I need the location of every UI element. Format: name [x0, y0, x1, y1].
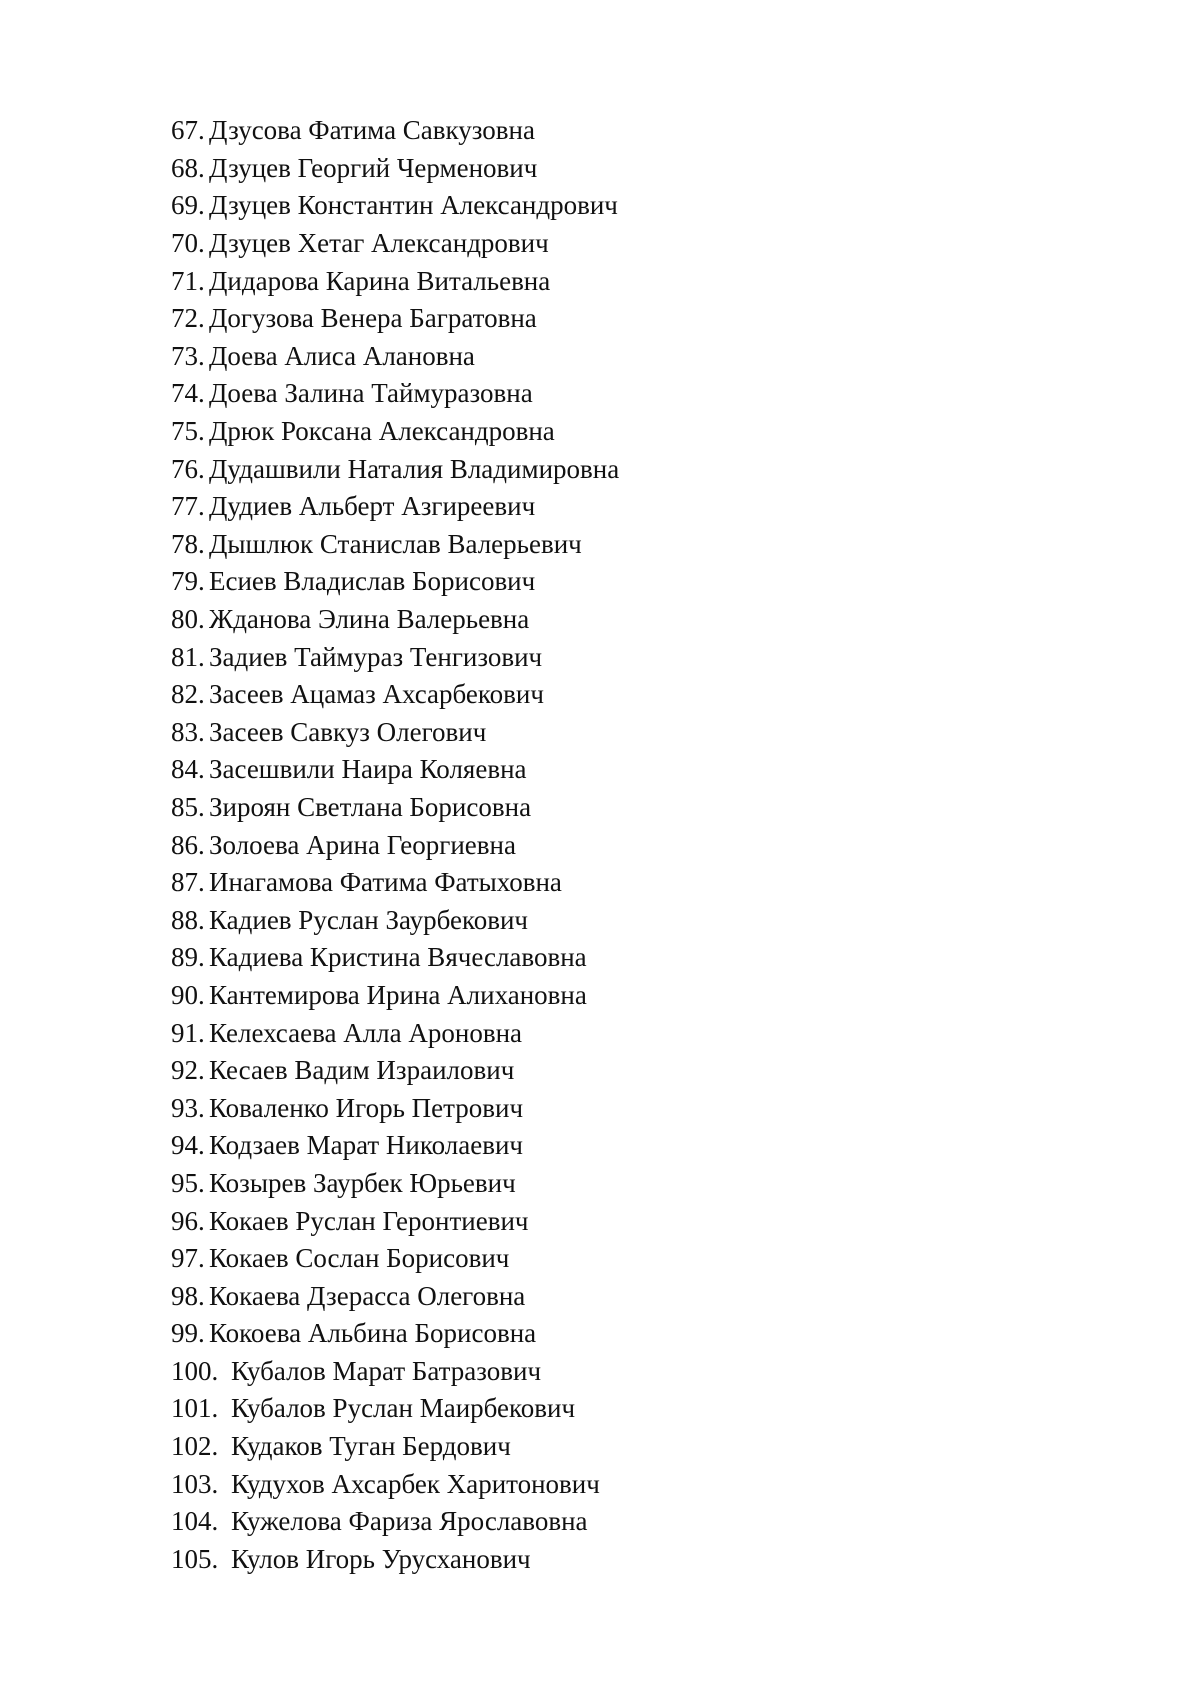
list-item	[171, 1465, 619, 1503]
list-item-name: Золоева Арина Георгиевна	[209, 829, 516, 860]
list-item-number: 90.	[171, 979, 205, 1010]
list-item	[171, 1240, 619, 1278]
list-item-name: Коваленко Игорь Петрович	[209, 1092, 524, 1123]
list-item-number: 94.	[171, 1130, 205, 1161]
list-item	[171, 262, 619, 300]
list-item-name: Есиев Владислав Борисович	[209, 566, 536, 597]
numbered-name-list	[171, 112, 619, 1578]
list-item-name: Кадиева Кристина Вячеславовна	[209, 942, 587, 973]
list-item-number: 96.	[171, 1205, 205, 1236]
list-item-name: Дышлюк Станислав Валерьевич	[209, 528, 582, 559]
list-item-number: 102.	[171, 1431, 219, 1462]
list-item	[171, 225, 619, 263]
list-item	[171, 112, 619, 150]
list-item-number: 86.	[171, 829, 205, 860]
list-item	[171, 939, 619, 977]
list-item-number: 72.	[171, 303, 205, 334]
list-item	[171, 1052, 619, 1090]
list-item	[171, 638, 619, 676]
list-item	[171, 751, 619, 789]
list-item-name: Дзуцев Георгий Черменович	[209, 152, 538, 183]
list-item	[171, 789, 619, 827]
list-item-name: Засеев Ацамаз Ахсарбекович	[209, 679, 544, 710]
list-item-number: 73.	[171, 340, 205, 371]
list-item-number: 87.	[171, 867, 205, 898]
list-item-name: Дзуцев Константин Александрович	[209, 190, 618, 221]
list-item-number: 104.	[171, 1506, 219, 1537]
list-item-number: 79.	[171, 566, 205, 597]
list-item	[171, 1202, 619, 1240]
list-item-name: Кужелова Фариза Ярославовна	[231, 1506, 588, 1537]
list-item-number: 101.	[171, 1393, 219, 1424]
list-item-name: Кудухов Ахсарбек Харитонович	[231, 1468, 600, 1499]
list-item-name: Дудашвили Наталия Владимировна	[209, 453, 620, 484]
list-item-name: Кесаев Вадим Израилович	[209, 1055, 515, 1086]
list-item-name: Задиев Таймураз Тенгизович	[209, 641, 543, 672]
list-item	[171, 187, 619, 225]
list-item	[171, 300, 619, 338]
list-item	[171, 864, 619, 902]
list-item-number: 85.	[171, 791, 205, 822]
list-item-name: Засеев Савкуз Олегович	[209, 716, 487, 747]
list-item	[171, 1353, 619, 1391]
list-item-number: 71.	[171, 265, 205, 296]
list-item-name: Жданова Элина Валерьевна	[209, 604, 530, 635]
list-item-number: 100.	[171, 1355, 219, 1386]
list-item-number: 78.	[171, 528, 205, 559]
list-item	[171, 1390, 619, 1428]
list-item-number: 70.	[171, 228, 205, 259]
list-item-name: Дидарова Карина Витальевна	[209, 265, 551, 296]
list-item-number: 103.	[171, 1468, 219, 1499]
list-item	[171, 413, 619, 451]
list-item	[171, 1014, 619, 1052]
list-item-number: 98.	[171, 1280, 205, 1311]
list-item-name: Кулов Игорь Урусханович	[231, 1543, 531, 1574]
list-item	[171, 526, 619, 564]
list-item	[171, 450, 619, 488]
list-item	[171, 150, 619, 188]
list-item	[171, 901, 619, 939]
list-item	[171, 488, 619, 526]
list-item-name: Кубалов Руслан Маирбекович	[231, 1393, 576, 1424]
list-item	[171, 601, 619, 639]
list-item	[171, 338, 619, 376]
list-item-number: 80.	[171, 604, 205, 635]
list-item-name: Кокоева Альбина Борисовна	[209, 1318, 537, 1349]
list-item-name: Кокаев Руслан Геронтиевич	[209, 1205, 529, 1236]
list-item	[171, 1277, 619, 1315]
list-item	[171, 977, 619, 1015]
list-item-number: 76.	[171, 453, 205, 484]
list-item-name: Дудиев Альберт Азгиреевич	[209, 491, 536, 522]
list-item	[171, 714, 619, 752]
list-item-number: 91.	[171, 1017, 205, 1048]
list-item-number: 82.	[171, 679, 205, 710]
list-item-number: 69.	[171, 190, 205, 221]
list-item-name: Кубалов Марат Батразович	[231, 1355, 542, 1386]
list-item	[171, 1127, 619, 1165]
list-item-number: 95.	[171, 1167, 205, 1198]
list-item	[171, 1165, 619, 1203]
list-item-name: Дрюк Роксана Александровна	[209, 416, 555, 447]
list-item-name: Доева Залина Таймуразовна	[209, 378, 533, 409]
list-item	[171, 375, 619, 413]
list-item-number: 89.	[171, 942, 205, 973]
list-item-name: Кокаева Дзерасса Олеговна	[209, 1280, 526, 1311]
list-item-name: Кадиев Руслан Заурбекович	[209, 904, 528, 935]
list-item	[171, 1315, 619, 1353]
list-item-name: Зироян Светлана Борисовна	[209, 791, 532, 822]
list-item-number: 92.	[171, 1055, 205, 1086]
list-item-number: 77.	[171, 491, 205, 522]
list-item-number: 97.	[171, 1243, 205, 1274]
list-item-number: 99.	[171, 1318, 205, 1349]
list-item	[171, 1428, 619, 1466]
list-item-number: 93.	[171, 1092, 205, 1123]
list-item	[171, 1503, 619, 1541]
list-item-name: Доева Алиса Алановна	[209, 340, 475, 371]
list-item-number: 105.	[171, 1543, 219, 1574]
list-item-number: 74.	[171, 378, 205, 409]
list-item-number: 68.	[171, 152, 205, 183]
list-item-number: 75.	[171, 416, 205, 447]
list-item-name: Засешвили Наира Коляевна	[209, 754, 527, 785]
list-item-name: Келехсаева Алла Ароновна	[209, 1017, 523, 1048]
list-item-name: Козырев Заурбек Юрьевич	[209, 1167, 516, 1198]
list-item	[171, 826, 619, 864]
list-item-name: Кокаев Сослан Борисович	[209, 1243, 510, 1274]
list-item-number: 67.	[171, 115, 205, 146]
list-item-name: Кудаков Туган Бердович	[231, 1431, 511, 1462]
list-item-number: 83.	[171, 716, 205, 747]
list-item-name: Кодзаев Марат Николаевич	[209, 1130, 523, 1161]
list-item	[171, 1541, 619, 1579]
list-item-name: Кантемирова Ирина Алихановна	[209, 979, 587, 1010]
list-item	[171, 1089, 619, 1127]
list-item-number: 81.	[171, 641, 205, 672]
list-item-number: 84.	[171, 754, 205, 785]
list-item	[171, 676, 619, 714]
list-item-name: Дзусова Фатима Савкузовна	[209, 115, 535, 146]
list-item-number: 88.	[171, 904, 205, 935]
list-item	[171, 563, 619, 601]
list-item-name: Догузова Венера Багратовна	[209, 303, 537, 334]
list-item-name: Инагамова Фатима Фатыховна	[209, 867, 562, 898]
list-item-name: Дзуцев Хетаг Александрович	[209, 228, 549, 259]
